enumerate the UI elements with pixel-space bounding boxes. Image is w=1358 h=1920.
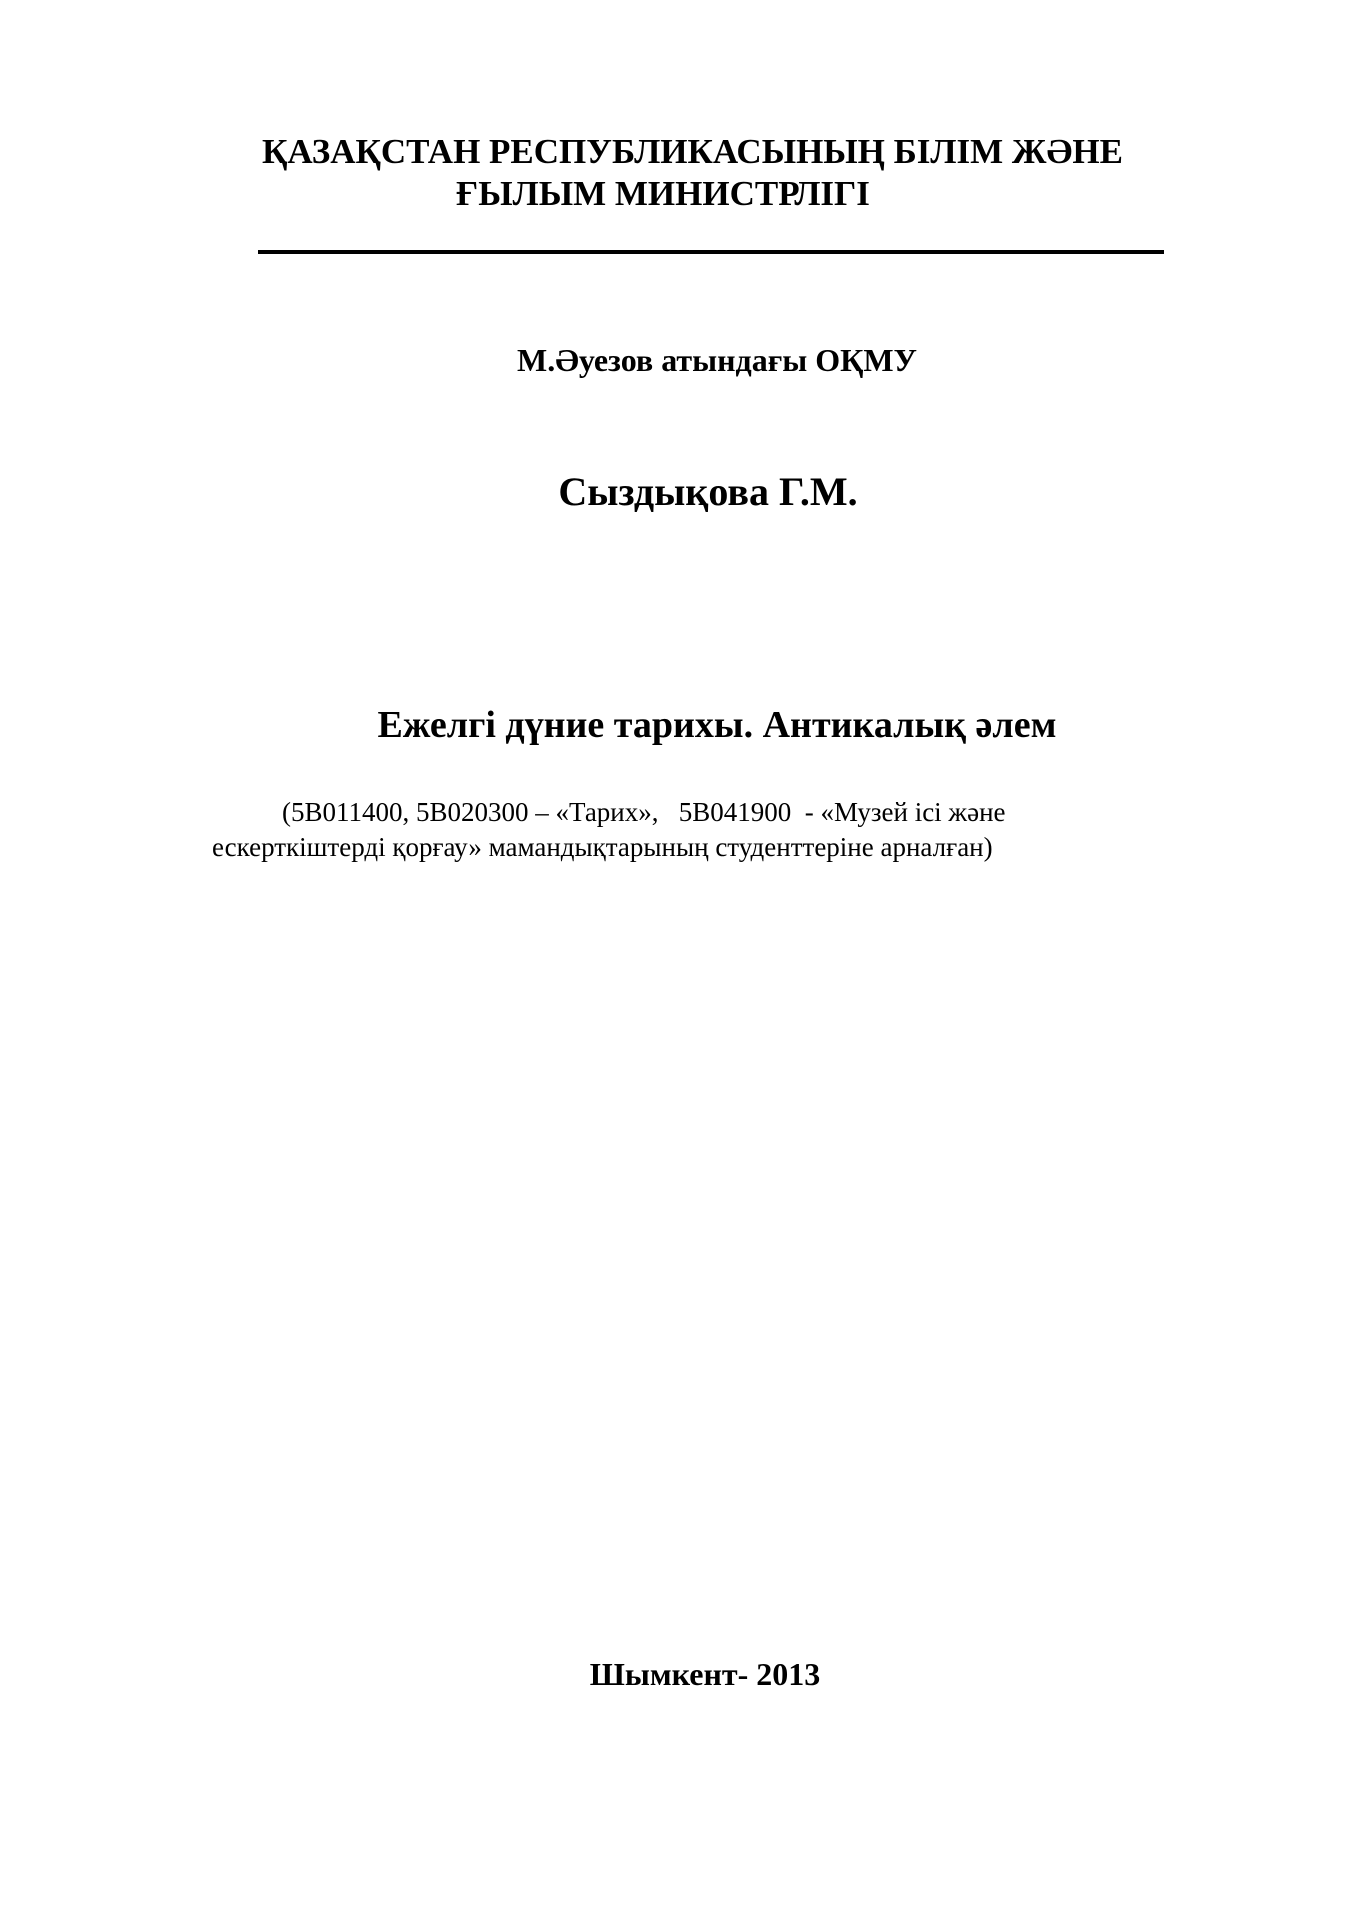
author-name: Сыздықова Г.М. [558, 469, 858, 514]
header-divider [258, 250, 1164, 254]
ministry-title-line-2: ҒЫЛЫМ МИНИСТРЛІГІ [456, 174, 870, 213]
specialties-line-1: (5В011400, 5В020300 – «Тарих», 5В041900 - «Музей ісі және [282, 797, 1006, 827]
university-name: М.Әуезов атындағы ОҚМУ [516, 342, 917, 378]
specialties-line-2: ескерткіштерді қорғау» мамандықтарының студенттеріне арналған) [212, 832, 993, 862]
ministry-title-line-1: ҚАЗАҚСТАН РЕСПУБЛИКАСЫНЫҢ БІЛІМ ЖӘНЕ [262, 132, 1123, 171]
city-year: Шымкент- 2013 [589, 1656, 821, 1692]
document-title: Ежелгі дүние тарихы. Антикалық әлем [377, 704, 1057, 746]
